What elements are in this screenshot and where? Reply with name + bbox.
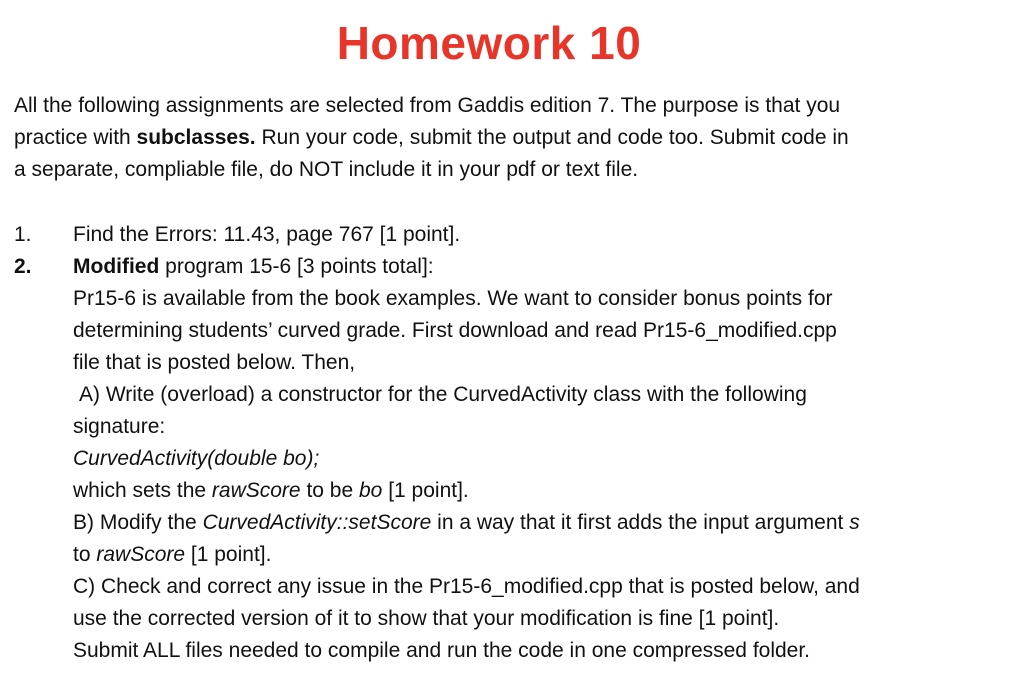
item2-heading: Modified program 15-6 [3 points total]: <box>73 255 434 278</box>
list-item-number: 2. <box>14 255 32 278</box>
part-b-line-2: to rawScore [1 point]. <box>73 543 272 566</box>
part-c-line-3: Submit ALL files needed to compile and run the code in one compressed folder. <box>73 639 811 662</box>
intro-line-3: a separate, compliable file, do NOT include it in your pdf or text file. <box>14 158 639 181</box>
part-c-line-1: C) Check and correct any issue in the Pr15-6_modified.cpp that is posted below, and <box>73 575 860 598</box>
subclasses-emphasis: subclasses. <box>136 126 256 149</box>
list-item-number: 1. <box>14 223 32 246</box>
part-a-line-2: signature: <box>73 415 166 438</box>
item2-line-3: file that is posted below. Then, <box>73 351 356 374</box>
part-a-signature: CurvedActivity(double bo); <box>73 447 320 470</box>
part-a-line-4: which sets the rawScore to be bo [1 point]. <box>73 479 469 502</box>
intro-line-2: practice with subclasses. Run your code, submit the output and code too. Submit code in <box>14 126 849 149</box>
part-c-line-2: use the corrected version of it to show that your modification is fine [1 point]. <box>73 607 780 630</box>
list-item-2 <box>14 251 1014 667</box>
page-title: Homework 10 <box>336 17 642 69</box>
part-b-line-1: B) Modify the CurvedActivity::setScore in a way that it first adds the input argument s <box>73 511 860 534</box>
list-item-1 <box>14 219 1014 251</box>
assignment-list <box>14 219 1014 667</box>
item2-line-1: Pr15-6 is available from the book examples. We want to consider bonus points for <box>73 287 833 310</box>
intro-paragraph <box>14 90 1004 186</box>
item2-line-2: determining students’ curved grade. First download and read Pr15-6_modified.cpp <box>73 319 837 342</box>
list-item-text: Find the Errors: 11.43, page 767 [1 point]. <box>73 223 461 246</box>
intro-line-1: All the following assignments are selected from Gaddis edition 7. The purpose is that you <box>14 94 841 117</box>
part-a-line-1: A) Write (overload) a constructor for the CurvedActivity class with the following <box>79 383 807 406</box>
